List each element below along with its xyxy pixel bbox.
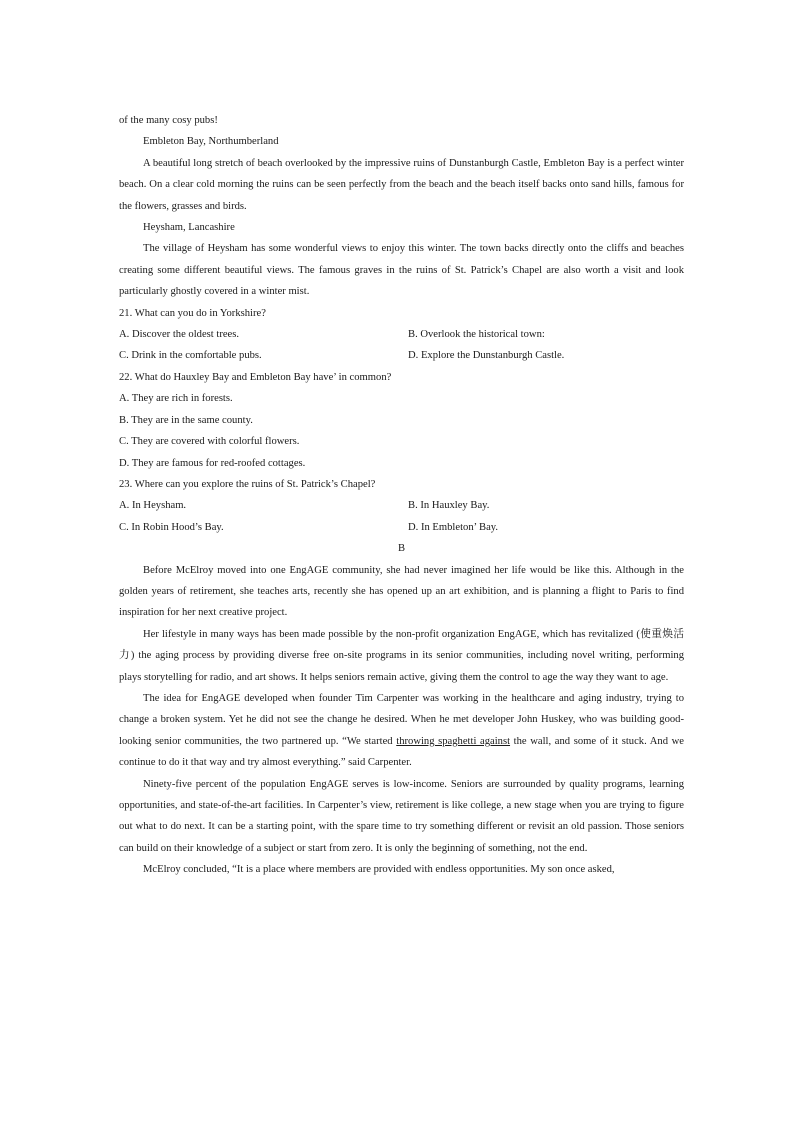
passage-b-paragraph-2: Her lifestyle in many ways has been made possible by the non-profit organization EngAGE, which has revitalized (使重焕活力) the aging process by providing diverse free on-site programs in its senior communities, including novel writing, performing plays storytelling for radio, and art shows. It helps seniors remain active, giving them the control to age the way they want to age. [119,628,684,683]
passage-b-paragraph-5: McElroy concluded, “It is a place where members are provided with endless opportunities. My son once asked, [143,864,615,876]
paragraph-text: The idea for EngAGE developed when founder Tim Carpenter was working in the healthcare and aging industry, trying to change a broken system. Yet he did not see the change he desired. When he met developer John Huskey, who was building good-looking senior communities, the two partnered up. “We started [119,692,684,747]
option-d: D. They are famous for red-roofed cottages. [119,457,306,469]
passage-b-paragraph-1: Before McElroy moved into one EngAGE community, she had never imagined her life would be like this. Although in the golden years of retirement, she teaches arts, recently she has opened up an art exhibition, and is planning a flight to Paris to find inspiration for her next creative project. [119,564,684,619]
question-21 [119,303,684,367]
options-row [119,495,684,516]
option-c: C. Drink in the comfortable pubs. [119,350,262,362]
question-23 [119,474,684,538]
question-stem: 22. What do Hauxley Bay and Embleton Bay have’ in common? [119,371,392,383]
passage-b-paragraph-3 [119,688,684,774]
question-stem: 23. Where can you explore the ruins of St. Patrick’s Chapel? [119,478,376,490]
option-d: D. In Embleton’ Bay. [408,521,499,533]
option-b: B. In Hauxley Bay. [408,500,490,512]
embleton-heading: Embleton Bay, Northumberland [143,136,279,148]
question-22 [119,367,684,474]
question-stem: 21. What can you do in Yorkshire? [119,307,266,319]
paragraph-text: the wall, and some of it stuck. And we continue to do it that way and try almost everything.” said Carpenter. [119,735,685,769]
option-d: D. Explore the Dunstanburgh Castle. [408,350,565,362]
section-label: B [397,543,406,555]
embleton-paragraph: A beautiful long stretch of beach overlooked by the impressive ruins of Dunstanburgh Castle, Embleton Bay is a perfect winter beach. On a clear cold morning the ruins can be seen perfectly from the beach and the beach itself backs onto sand hills, famous for the flowers, grasses and birds. [119,157,684,212]
options-row [119,517,684,538]
passage-b-paragraph-4: Ninety-five percent of the population EngAGE serves is low-income. Seniors are surrounded by quality programs, learning opportunities, and state-of-the-art facilities. In Carpenter’s view, retirement is like college, a new stage when you are trying to figure out what to do next. It can be a starting point, with the spare time to try something different or revisit an old passion. Those seniors can build on their knowledge of a subject or start from zero. It is only the beginning of something, not the end. [119,778,684,854]
option-c: C. In Robin Hood’s Bay. [119,521,224,533]
option-b: B. Overlook the historical town: [408,329,545,341]
option-c: C. They are covered with colorful flowers. [119,436,300,448]
continued-line: of the many cosy pubs! [119,115,218,126]
underlined-phrase: throwing spaghetti against [396,735,511,747]
options-row [119,345,684,366]
option-a: A. In Heysham. [119,500,187,512]
options-row [119,324,684,345]
option-a: A. They are rich in forests. [119,393,233,405]
document-page [119,110,684,881]
option-b: B. They are in the same county. [119,414,253,426]
heysham-paragraph: The village of Heysham has some wonderful views to enjoy this winter. The town backs directly onto the cliffs and beaches creating some different beautiful views. The famous graves in the ruins of St. Patrick’s Chapel are also worth a visit and look particularly ghostly covered in a winter mist. [119,243,684,298]
option-a: A. Discover the oldest trees. [119,329,240,341]
heysham-heading: Heysham, Lancashire [143,222,235,234]
